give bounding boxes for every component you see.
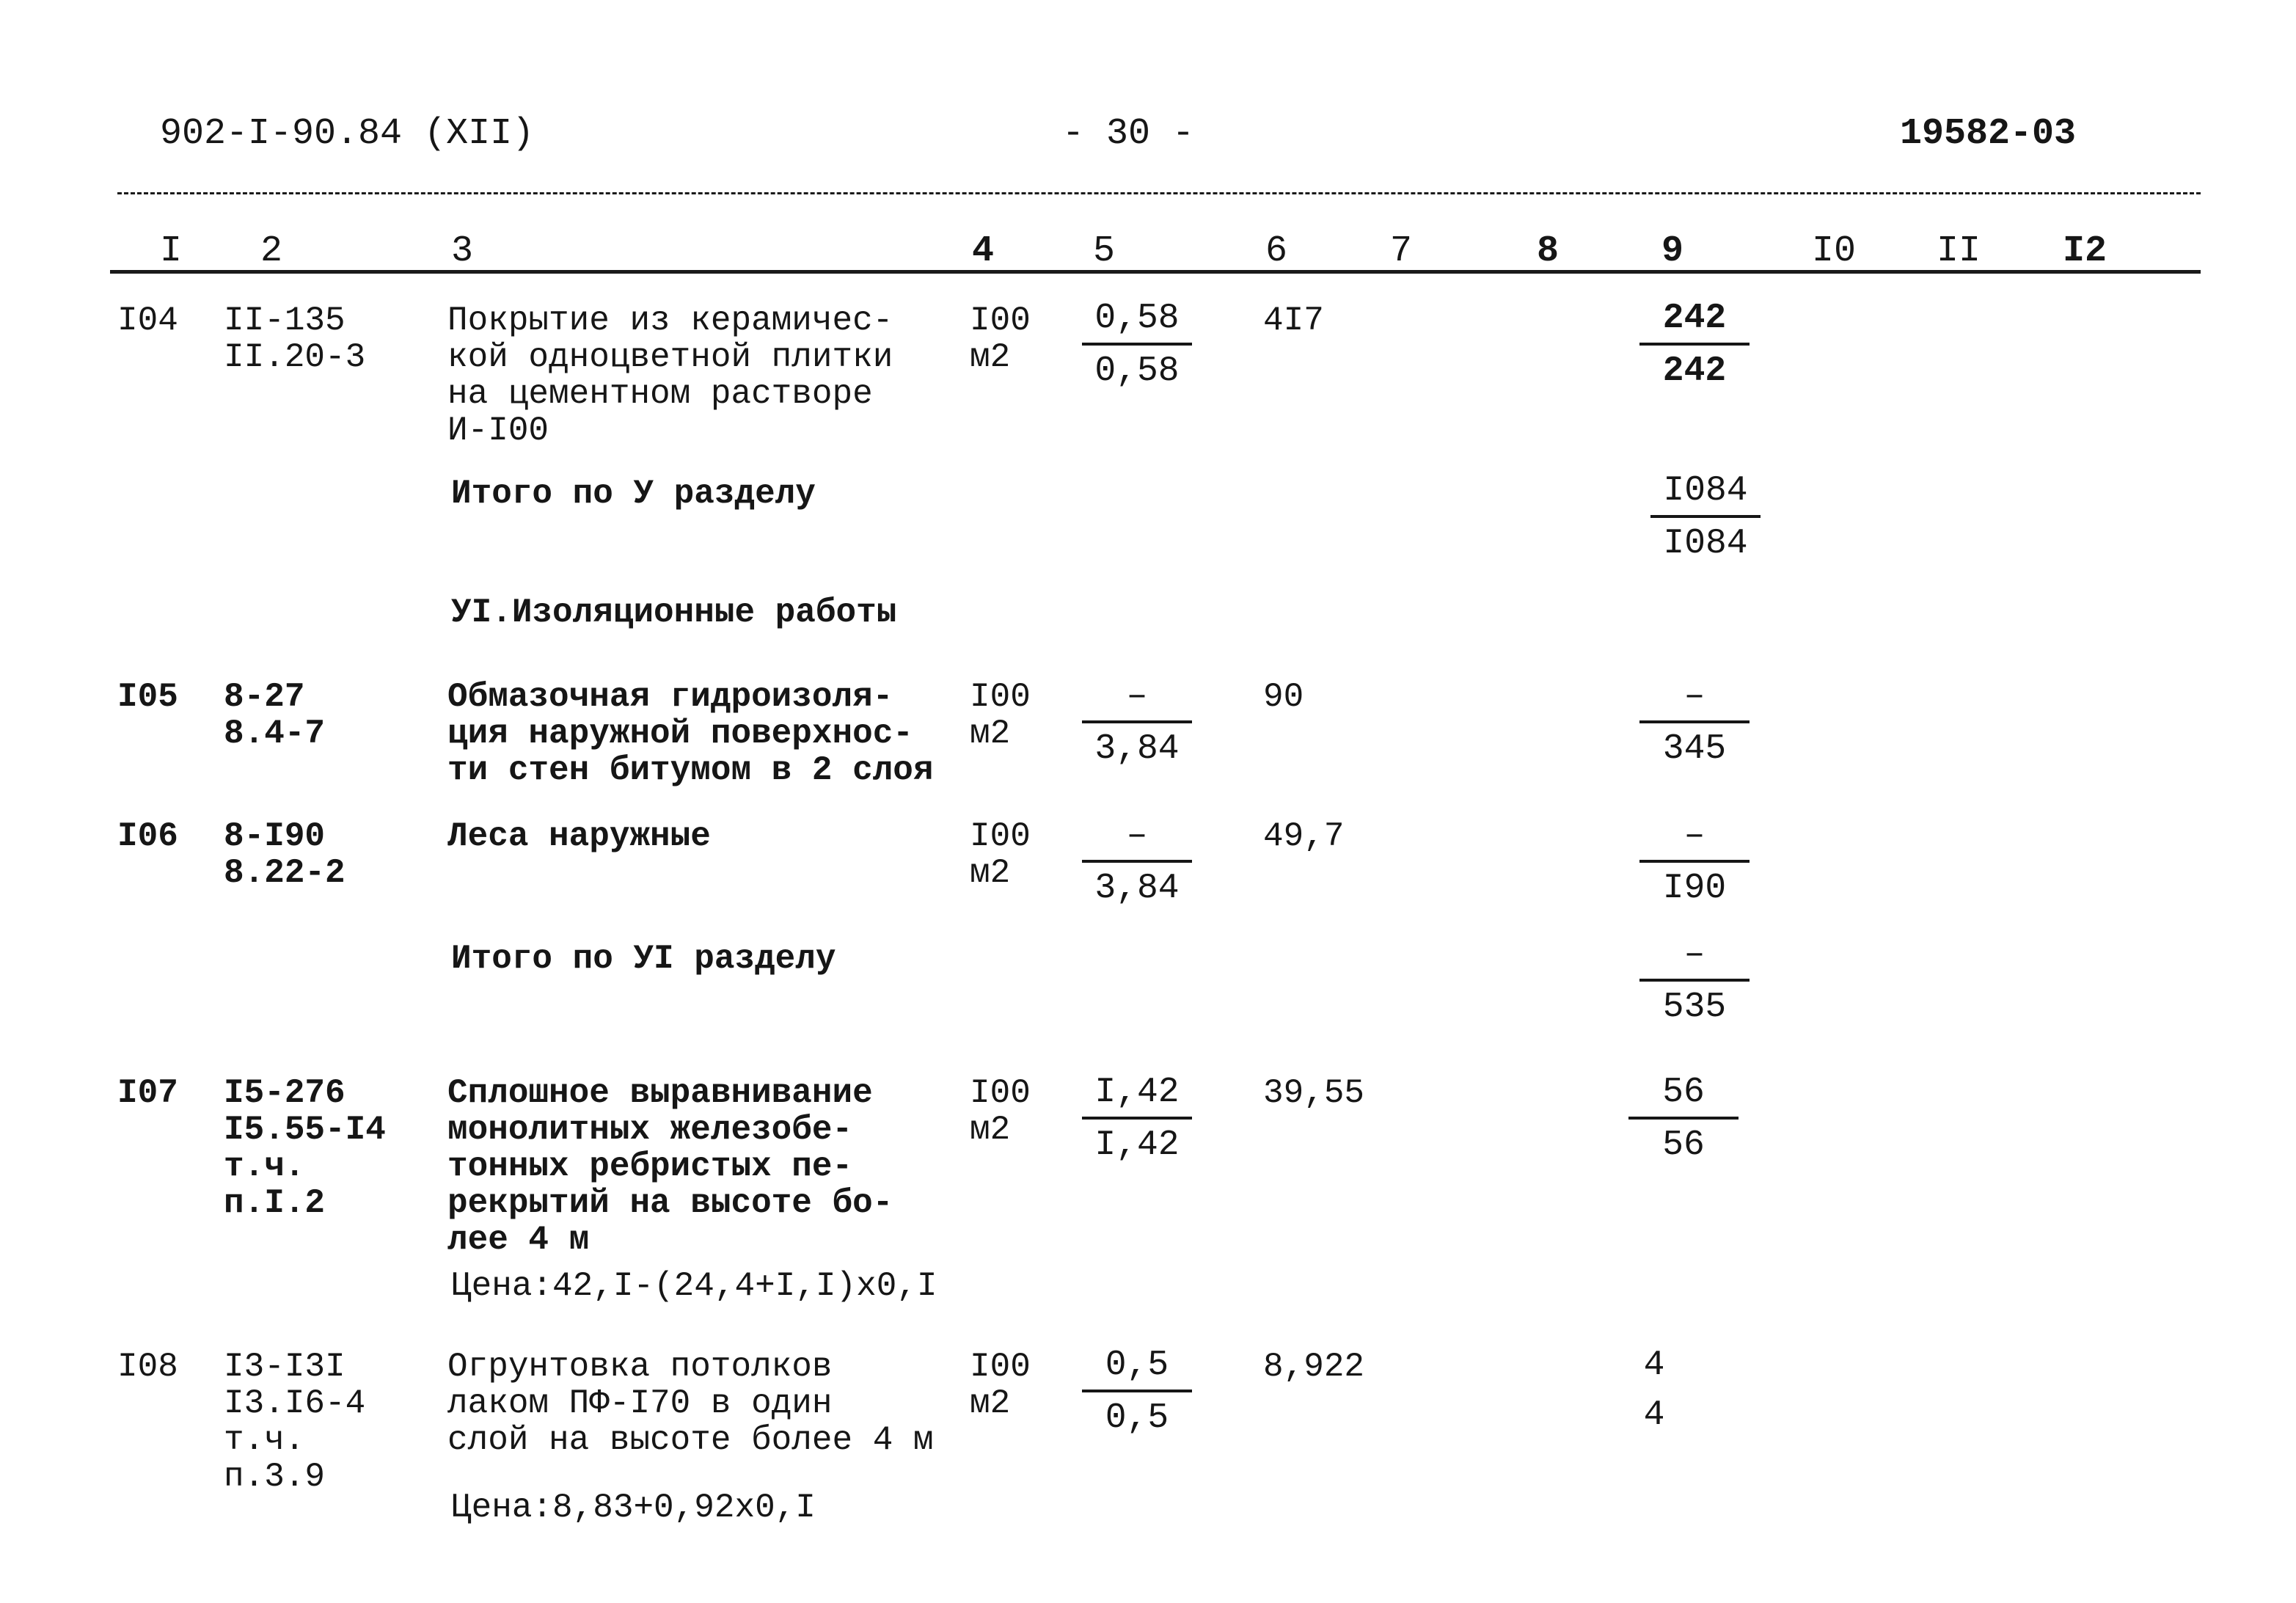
norm-code: 8-27 8.4-7: [224, 678, 326, 753]
cost: [1639, 675, 1750, 770]
quantity: [1082, 814, 1192, 910]
cost-bottom: 56: [1628, 1117, 1739, 1166]
column-header: 5: [1093, 230, 1116, 272]
quantity-top: 0,58: [1094, 299, 1180, 338]
unit: I00 м2: [970, 1348, 1031, 1423]
unit-price: 39,55: [1263, 1074, 1365, 1112]
work-name: Покрытие из керамичес- кой одноцветной плитки на цементном растворе И-I00: [447, 302, 893, 450]
norm-code: 8-I90 8.22-2: [224, 817, 346, 892]
cost-bottom: 4: [1643, 1395, 1665, 1435]
top-rule: [117, 192, 2201, 194]
cost-bottom: 242: [1639, 343, 1750, 392]
quantity-bottom: 3,84: [1082, 860, 1192, 910]
quantity: [1082, 297, 1192, 392]
row-number: I06: [117, 817, 178, 855]
quantity-bottom: 0,5: [1082, 1390, 1192, 1439]
work-name: Огрунтовка потолков лаком ПФ-I70 в один слой на высоте более 4 м: [447, 1348, 934, 1459]
cost-top: 56: [1662, 1073, 1705, 1112]
unit-price: 90: [1263, 678, 1304, 716]
unit-price: 4I7: [1263, 302, 1324, 340]
column-header: I2: [2063, 230, 2107, 272]
row-number: I05: [117, 678, 178, 716]
unit: I00 м2: [970, 1074, 1031, 1149]
unit-price: 49,7: [1263, 817, 1345, 855]
column-header: 9: [1661, 230, 1684, 272]
work-name: Обмазочная гидроизоля- ция наружной поверхнос- ти стен битумом в 2 слоя: [447, 678, 934, 789]
column-header: I0: [1812, 230, 1857, 272]
norm-code: I3-I3I I3.I6-4 т.ч. п.3.9: [224, 1348, 366, 1496]
unit-price: 8,922: [1263, 1348, 1365, 1386]
total-top: I084: [1663, 471, 1748, 511]
total-value: [1639, 933, 1750, 1029]
quantity-top: 0,5: [1105, 1345, 1169, 1385]
row-number: I08: [117, 1348, 178, 1386]
quantity-bottom: 0,58: [1082, 343, 1192, 392]
column-header: 8: [1537, 230, 1560, 272]
cost: [1639, 297, 1750, 392]
total-bottom: I084: [1650, 515, 1761, 565]
quantity-bottom: 3,84: [1082, 720, 1192, 770]
price-note: Цена:42,I-(24,4+I,I)x0,I: [451, 1267, 937, 1305]
quantity-bottom: I,42: [1082, 1117, 1192, 1166]
norm-code: II-135 II.20-3: [224, 302, 366, 376]
quantity-top: –: [1126, 676, 1148, 716]
quantity: [1082, 1071, 1192, 1166]
column-header: 2: [260, 230, 283, 272]
unit: I00 м2: [970, 678, 1031, 753]
total-label: Итого по УI разделу: [451, 940, 836, 978]
column-header: I: [160, 230, 183, 272]
quantity-top: –: [1126, 816, 1148, 855]
work-name: Сплошное выравнивание монолитных железобе- тонных ребристых пе- рекрытий на высоте бо- лее 4 м: [447, 1074, 893, 1259]
total-bottom: 535: [1639, 979, 1750, 1029]
row-number: I04: [117, 302, 178, 340]
cost-bottom: I90: [1639, 860, 1750, 910]
page-number: - 30 -: [1062, 113, 1195, 155]
section-title: УI.Изоляционные работы: [451, 594, 897, 632]
cost: [1614, 1344, 1694, 1436]
archive-number: 19582-03: [1900, 113, 2077, 155]
cost: [1639, 814, 1750, 910]
cost: [1628, 1071, 1739, 1166]
column-header: 4: [972, 230, 995, 272]
quantity-top: I,42: [1094, 1073, 1180, 1112]
cost-top: –: [1683, 676, 1705, 716]
cost-top: –: [1683, 816, 1705, 855]
cost-top: 242: [1662, 299, 1727, 338]
total-value: [1650, 470, 1761, 565]
quantity: [1082, 1344, 1192, 1439]
column-header: II: [1937, 230, 1981, 272]
cost-top: 4: [1643, 1345, 1665, 1385]
unit: I00 м2: [970, 302, 1031, 376]
cost-bottom: 345: [1639, 720, 1750, 770]
work-name: Леса наружные: [447, 817, 711, 855]
norm-code: I5-276 I5.55-I4 т.ч. п.I.2: [224, 1074, 386, 1222]
row-number: I07: [117, 1074, 178, 1112]
column-header: 3: [451, 230, 474, 272]
document-code: 902-I-90.84 (XII): [160, 113, 535, 155]
unit: I00 м2: [970, 817, 1031, 892]
column-header: 7: [1390, 230, 1413, 272]
quantity: [1082, 675, 1192, 770]
header-rule: [110, 270, 2201, 274]
price-note: Цена:8,83+0,92x0,I: [451, 1489, 816, 1527]
total-top: –: [1683, 935, 1705, 974]
total-label: Итого по У разделу: [451, 475, 816, 513]
column-header: 6: [1265, 230, 1288, 272]
